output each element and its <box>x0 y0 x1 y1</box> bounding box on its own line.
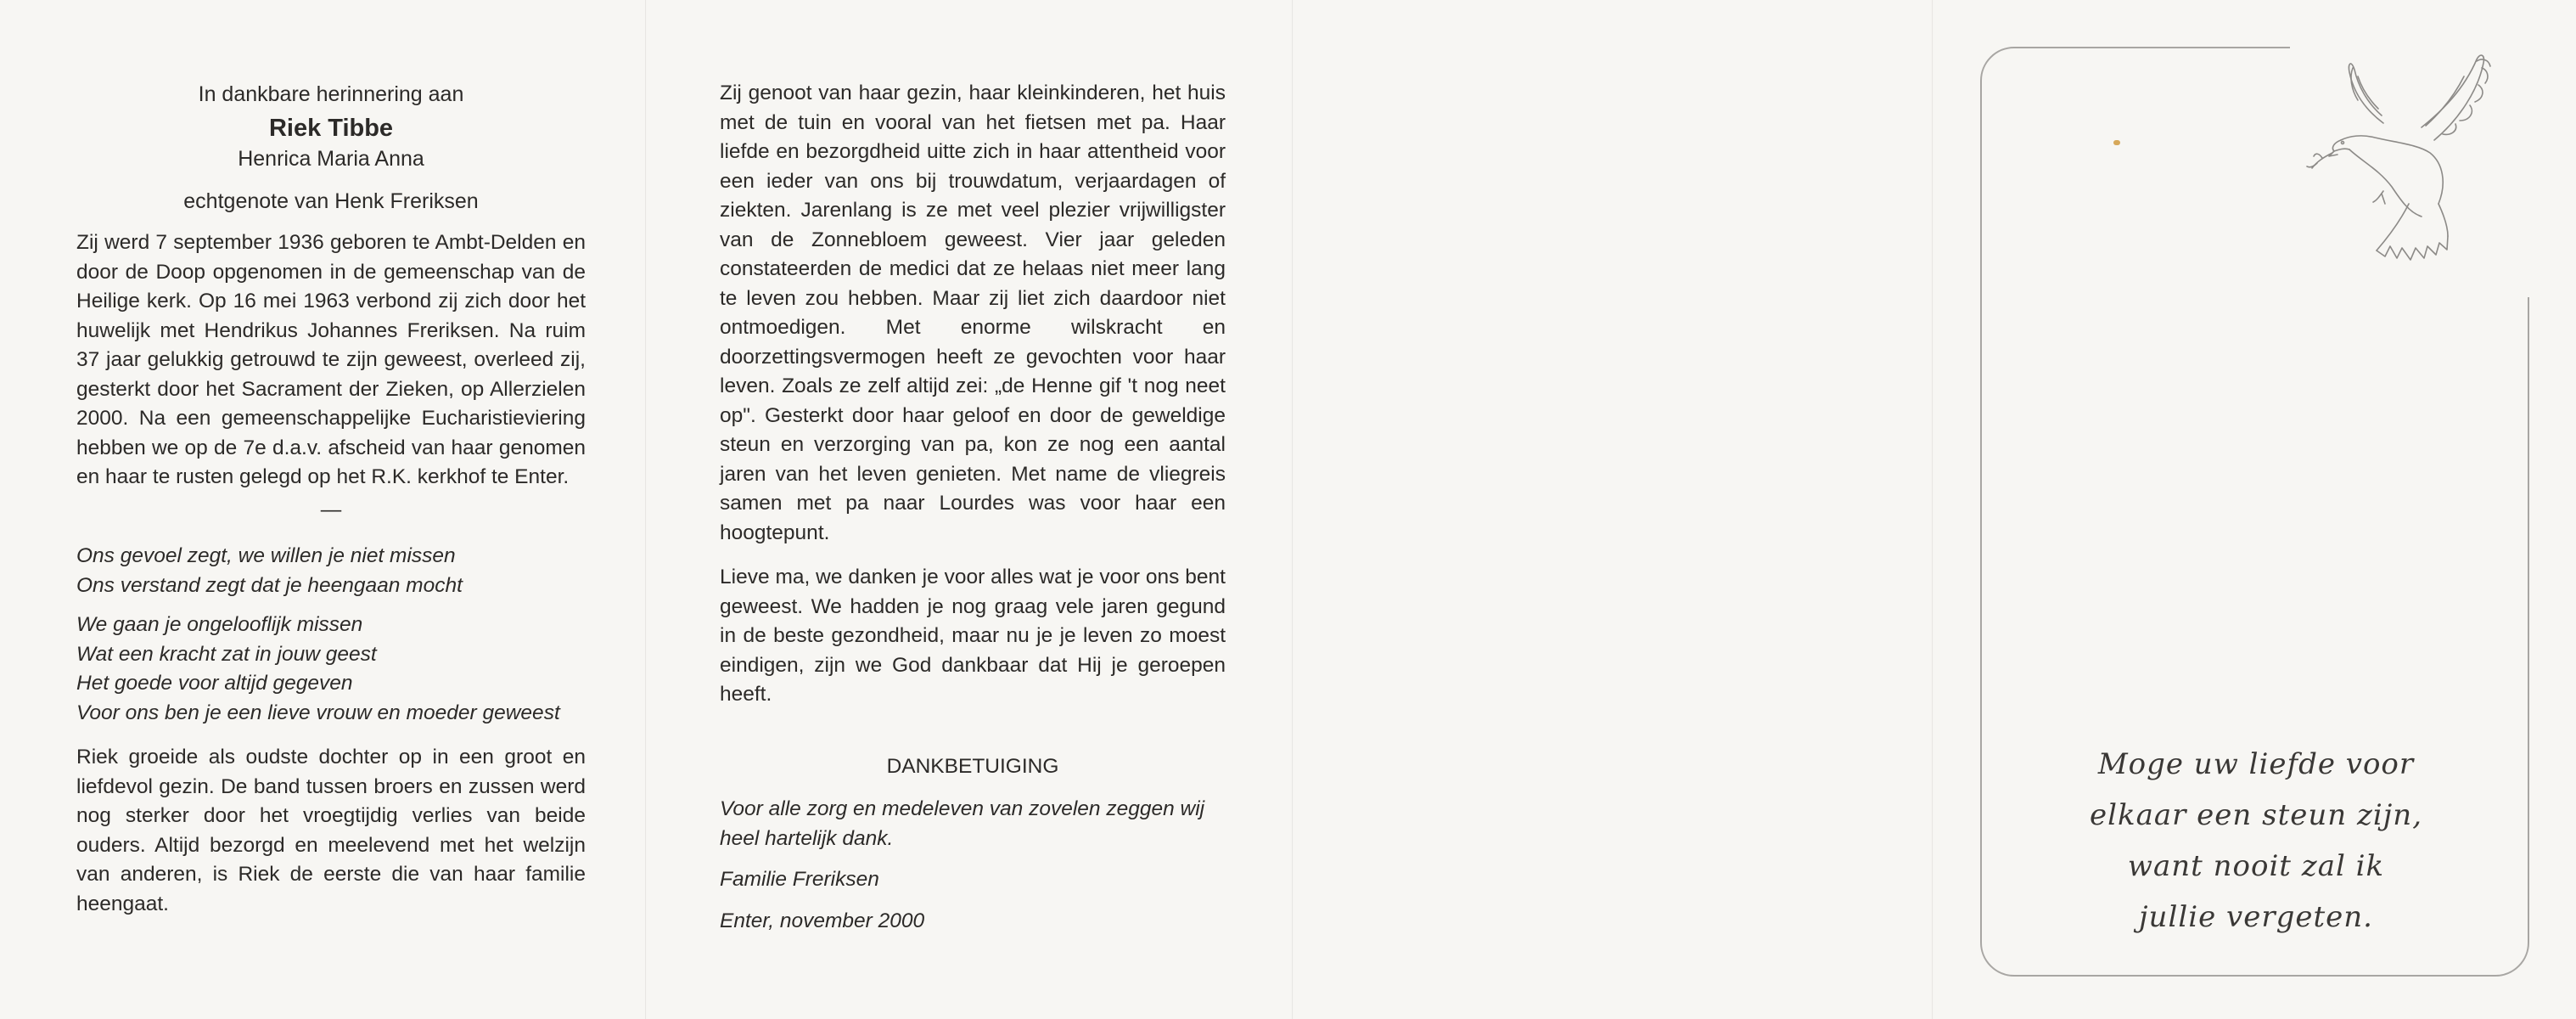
verse-line: want nooit zal ik <box>2127 849 2385 883</box>
poem-line: Ons verstand zegt dat je heengaan mocht <box>76 573 463 597</box>
separator: — <box>320 498 342 521</box>
middle-column <box>720 79 1226 936</box>
farewell-paragraph: Lieve ma, we danken je voor alles wat je voor ons bent geweest. We hadden je nog graag vele jaren gegund in de beste gezondheid, maar nu je je leven zo moest eindigen, zijn we God dankbaar dat Hij je geroepen heeft. <box>720 566 1226 706</box>
gold-speck <box>2113 140 2120 145</box>
panel-middle <box>647 0 1292 1019</box>
life-paragraph: Zij genoot van haar gezin, haar kleinkinderen, het huis met de tuin en vooral van het fietsen met pa. Haar liefde en bezorgdheid uitte zich in haar attentheid voor een ieder van ons bij trouwdatum, verjaardagen of ziekten. Jarenlang is ze met veel plezier vrijwilligster van de Zonnebloem geweest. Vier jaar geleden constateerden de medici dat ze helaas niet meer lang te leven zou hebben. Maar zij liet zich daardoor niet ontmoedigen. Met enorme wilskracht en doorzettingsvermogen heeft ze gevochten voor haar leven. Zoals ze zelf altijd zei: „de Henne gif 't nog neet op". Gesterkt door haar geloof en door de geweldige steun en verzorging van pa, kon ze nog een aantal jaren van het leven genieten. Met name de vliegreis samen met pa naar Lourdes was voor haar een hoogtepunt. <box>720 82 1226 544</box>
family-paragraph: Riek groeide als oudste dochter op in een groot en liefdevol gezin. De band tussen broers en zussen werd nog sterker door het vroegtijdig verlies van beide ouders. Altijd bezorgd en meelevend met het welzijn van anderen, is Riek de eerste die van haar familie heengaat. <box>76 746 586 915</box>
bio-paragraph: Zij werd 7 september 1936 geboren te Ambt-Delden en door de Doop opgenomen in de gemeenschap van de Heilige kerk. Op 16 mei 1963 verbond zij zich door het huwelijk met Hendrikus Johannes Freriksen. Na ruim 37 jaar gelukkig getrouwd te zijn geweest, overleed zij, gesterkt door het Sacrament der Zieken, op Allerzielen 2000. Na een gemeenschappelijke Eucharistieviering hebben we op de 7e d.a.v. afscheid van haar genomen en haar te rusten gelegd op het R.K. kerkhof te Enter. <box>76 231 586 488</box>
verse-line: jullie vergeten. <box>2139 900 2373 934</box>
deceased-name: Riek Tibbe <box>268 115 394 142</box>
verse-line: elkaar een steun zijn, <box>2089 798 2422 832</box>
thanks-title: DANKBETUIGING <box>886 754 1059 778</box>
poem-line: Voor ons ben je een lieve vrouw en moeder geweest <box>76 701 560 724</box>
poem-line: Het goede voor altijd gegeven <box>76 672 353 695</box>
poem-stanza-1 <box>76 542 586 600</box>
place-date: Enter, november 2000 <box>720 909 925 932</box>
cover-verse <box>2044 739 2468 943</box>
panel-cover <box>1933 0 2576 1019</box>
given-names: Henrica Maria Anna <box>238 147 424 171</box>
poem-line: Ons gevoel zegt, we willen je niet missen <box>76 544 456 567</box>
dove-icon <box>2281 42 2528 272</box>
poem-line: We gaan je ongelooflijk missen <box>76 613 363 636</box>
panel-left <box>0 0 645 1019</box>
thanks-text: Voor alle zorg en medeleven van zovelen zeggen wij heel hartelijk dank. <box>720 797 1205 850</box>
panel-blank <box>1294 0 1932 1019</box>
verse-line: Moge uw liefde voor <box>2097 747 2415 781</box>
intro-line: In dankbare herinnering aan <box>198 82 464 106</box>
poem-stanza-2 <box>76 611 586 728</box>
poem-line: Wat een kracht zat in jouw geest <box>76 642 377 666</box>
signature: Familie Freriksen <box>720 868 879 891</box>
left-column <box>76 80 586 919</box>
spouse-line: echtgenote van Henk Freriksen <box>183 189 479 213</box>
